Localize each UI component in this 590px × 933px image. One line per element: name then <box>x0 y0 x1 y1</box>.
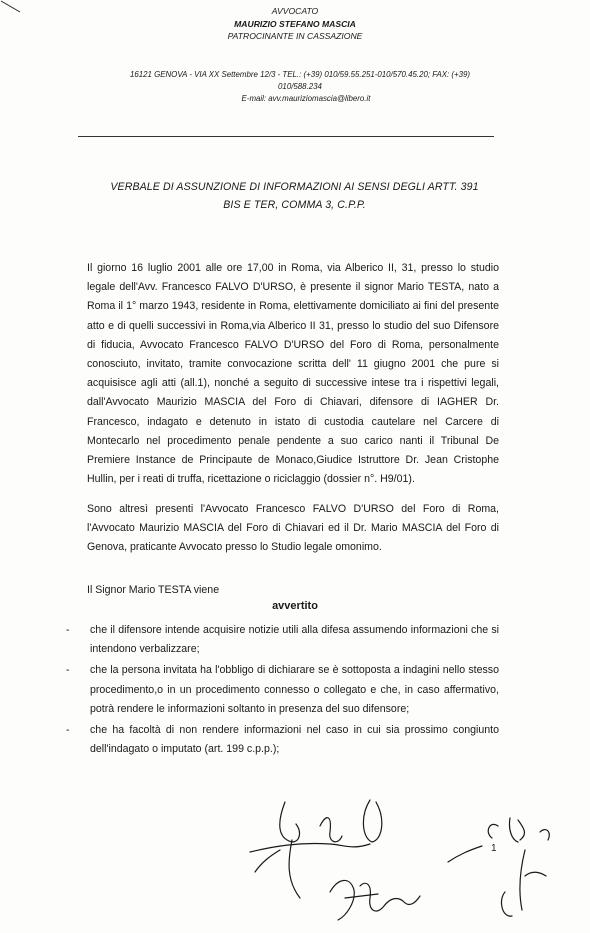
letterhead <box>0 0 590 43</box>
list-item-text: che la persona invitata ha l'obbligo di dichiarare se è sottoposta a indagini nello stesso procedimento,o in un procedimento connesso o collegato e che, in caso affermativo, potrà rendere le informazioni soltanto in presenza del suo difensore; <box>90 664 499 715</box>
list-marker: - <box>66 724 70 737</box>
signature-1-loop <box>363 800 381 842</box>
section-heading: avvertito <box>272 600 318 612</box>
signature-1 <box>250 802 370 898</box>
document-title <box>82 178 507 214</box>
list-marker: - <box>66 664 70 677</box>
document-title-line-1: VERBALE DI ASSUNZIONE DI INFORMAZIONI AI SENSI DEGLI ARTT. 391 <box>110 181 479 193</box>
list-item <box>66 721 499 759</box>
address-block <box>60 69 540 105</box>
letterhead-name: MAURIZIO STEFANO MASCIA <box>234 18 356 29</box>
list-item-text: che ha facoltà di non rendere informazioni nel caso in cui sia prossimo congiunto dell'indagato o imputato (art. 199 c.p.p.); <box>90 724 499 756</box>
letterhead-qualification: PATROCINANTE IN CASSAZIONE <box>227 31 363 41</box>
handwritten-signatures <box>0 780 590 933</box>
header-divider <box>78 136 494 137</box>
list-item <box>66 661 499 719</box>
document-title-line-2: BIS E TER, COMMA 3, C.P.P. <box>223 199 366 211</box>
address-line: 16121 GENOVA - VIA XX Settembre 12/3 - TEL.: (+39) 010/59.55.251-010/570.45.20; FAX: (+39) <box>129 70 471 79</box>
initials-2 <box>501 850 546 916</box>
initials-mark <box>488 818 549 842</box>
list-marker: - <box>66 624 70 636</box>
paragraph-notice-intro: Il Signor Mario TESTA viene <box>87 584 220 596</box>
list-item <box>66 621 499 659</box>
page-number: 1 <box>491 843 497 854</box>
warnings-list <box>66 621 499 761</box>
paragraph-attendees: Sono altresì presenti l'Avvocato Francesco FALVO D'URSO del Foro di Roma, l'Avvocato Maurizio MASCIA del Foro di Chiavari ed il Dr. Mario MASCIA del Foro di Genova, praticante Avvocato presso lo Studio legale omonimo. <box>87 503 499 554</box>
paragraph-opening: Il giorno 16 luglio 2001 alle ore 17,00 in Roma, via Alberico II, 31, presso lo studio legale dell'Avv. Francesco FALVO D'URSO, è presente il signor Mario TESTA, nato a Roma il 1° marzo 1943, residente in Roma, elettivamente domiciliato ai fini del presente atto e di quelli successivi in Roma,via Alberico II 31, presso lo studio del suo Difensore di fiducia, Avvocato Francesco FALVO D'URSO del Foro di Roma, personalmente conosciuto, invitato, tramite convocazione scritta dell' 11 giugno 2001 che pure si acquisisce agli atti (all.1), nonché a seguito di successive intese tra i rispettivi legali, dall'Avvocato Maurizio MASCIA del Foro di Chiavari, difensore di IAGHER Dr. Francesco, indagato e detenuto in istato di custodia cautelare nel Carcere di Montecarlo nel procedimento penale pendente a suo carico nanti il Tribunal De Premiere Instance de Principaute de Monaco,Giudice Istruttore Dr. Jean Cristophe Hullin, per i reati di truffa, ricettazione o riciclaggio (dossier n°. H9/01). <box>87 262 499 486</box>
signature-2 <box>330 880 420 920</box>
initials-line <box>448 846 482 862</box>
address-fax-line: 010/588.234 <box>278 82 322 91</box>
email-line: E-mail: avv.mauriziomascia@libero.it <box>241 94 371 103</box>
letterhead-title: AVVOCATO <box>271 6 319 16</box>
list-item-text: che il difensore intende acquisire notizie utili alla difesa assumendo informazioni che si intendono verbalizzare; <box>90 624 499 656</box>
